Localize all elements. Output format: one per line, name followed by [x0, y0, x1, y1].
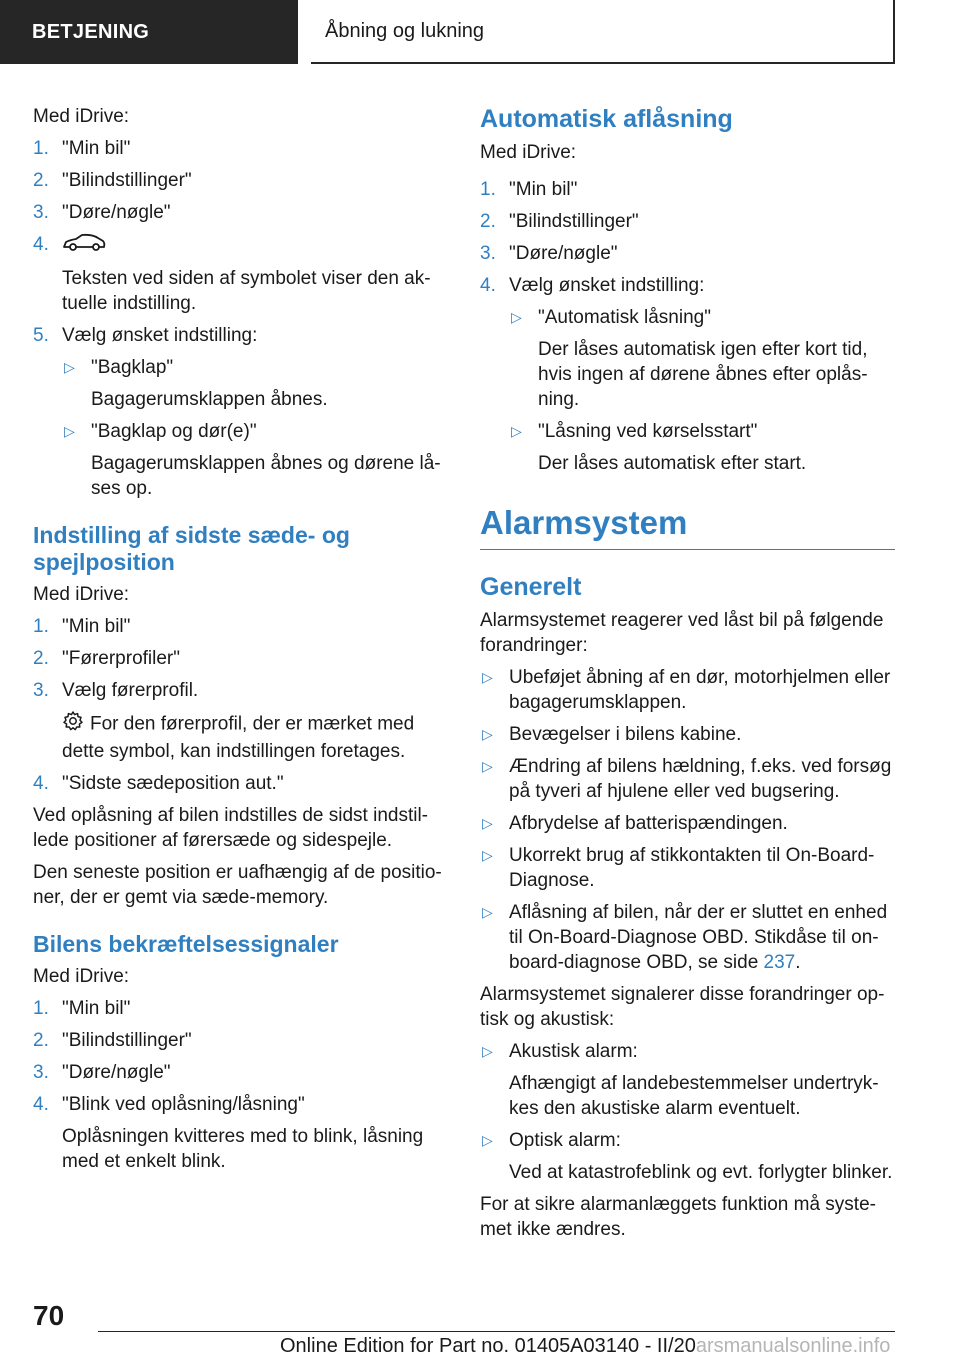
list-item	[33, 678, 447, 764]
list-item	[62, 419, 447, 501]
list-item	[480, 754, 895, 804]
step-number: 3.	[33, 202, 49, 223]
step-number: 3.	[480, 243, 496, 264]
idrive-steps-list	[33, 136, 447, 501]
alarm-label: Akustisk alarm:	[509, 1041, 638, 1062]
step-text: "Døre/nøgle"	[509, 243, 618, 264]
list-item	[33, 1060, 447, 1085]
list-item	[480, 241, 895, 266]
step-number: 1.	[480, 179, 496, 200]
chapter-title: Alarmsystem	[480, 503, 895, 550]
page-reference-link[interactable]: 237	[763, 952, 796, 973]
option-label: "Låsning ved kørselsstart"	[538, 421, 758, 442]
bullet-text: Ændring af bilens hældning, f.eks. ved forsøg på tyveri af hjulene eller ved bugsering.	[509, 756, 892, 802]
list-item	[33, 323, 447, 501]
list-item	[33, 200, 447, 225]
step-number: 2.	[33, 170, 49, 191]
step-number: 1.	[33, 998, 49, 1019]
option-label: "Automatisk låsning"	[538, 307, 711, 328]
step-number: 5.	[33, 325, 49, 346]
note-text: For den førerprofil, der er mærket med dette symbol, kan indstillingen foretages.	[62, 713, 415, 762]
triangle-bullet-icon: ▷	[482, 1043, 493, 1059]
options-list	[62, 355, 447, 501]
intro-text: Med iDrive:	[33, 584, 130, 605]
page-number: 70	[33, 1300, 65, 1331]
list-item	[480, 1128, 895, 1185]
bullet-text: Bevægelser i bilens kabine.	[509, 724, 742, 745]
option-label: "Bagklap og dør(e)"	[91, 421, 257, 442]
paragraph: Den seneste position er uafhængig af de positio-ner, der er gemt via sæde-memory.	[33, 862, 442, 908]
bullet-text-end: .	[795, 952, 801, 973]
alarm-triggers-list	[480, 665, 895, 975]
footer-edition	[280, 1331, 920, 1361]
right-column	[480, 104, 895, 1249]
list-item	[509, 419, 895, 476]
step-note	[62, 710, 447, 764]
step-description: Teksten ved siden af symbolet viser den ak-tuelle indstilling.	[62, 268, 431, 314]
idrive-steps-list	[33, 614, 447, 796]
paragraph: Alarmsystemet signalerer disse forandringer op-tisk og akustisk:	[480, 984, 885, 1030]
bullet-text: Ukorrekt brug af stikkontakten til On-Board-Diagnose.	[509, 845, 875, 891]
section-title: Indstilling af sidste sæde- og spejlposition	[33, 522, 350, 575]
triangle-bullet-icon: ▷	[482, 758, 493, 774]
step-description: Oplåsningen kvitteres med to blink, låsning med et enkelt blink.	[62, 1126, 424, 1172]
step-number: 3.	[33, 1062, 49, 1083]
step-number: 4.	[480, 275, 496, 296]
alarm-label: Optisk alarm:	[509, 1130, 621, 1151]
step-text: "Bilindstillinger"	[62, 1030, 192, 1051]
list-item	[33, 771, 447, 796]
list-item	[33, 1092, 447, 1174]
step-text: "Min bil"	[62, 616, 131, 637]
list-item	[33, 232, 447, 316]
step-text: "Bilindstillinger"	[62, 170, 192, 191]
triangle-bullet-icon: ▷	[64, 423, 75, 439]
step-text: "Døre/nøgle"	[62, 1062, 171, 1083]
step-number: 1.	[33, 616, 49, 637]
intro-text: Med iDrive:	[33, 106, 130, 127]
alarm-description: Ved at katastrofeblink og evt. forlygter blinker.	[509, 1162, 893, 1183]
step-text: Vælg ønsket indstilling:	[62, 325, 258, 346]
watermark-text: arsmanualsonline.info	[695, 1335, 891, 1357]
section-title: Automatisk aflåsning	[480, 105, 733, 133]
list-item	[480, 177, 895, 202]
bullet-text: Aflåsning af bilen, når der er sluttet en enhed til On-Board-Diagnose OBD. Stikdåse til on-board-diagnose OBD, se side	[509, 902, 888, 973]
list-item	[33, 614, 447, 639]
step-text: "Min bil"	[62, 138, 131, 159]
triangle-bullet-icon: ▷	[482, 726, 493, 742]
triangle-bullet-icon: ▷	[511, 309, 522, 325]
step-number: 2.	[33, 648, 49, 669]
triangle-bullet-icon: ▷	[482, 815, 493, 831]
step-number: 2.	[480, 211, 496, 232]
list-item	[480, 1039, 895, 1121]
triangle-bullet-icon: ▷	[482, 669, 493, 685]
options-list	[509, 305, 895, 476]
car-icon	[62, 232, 106, 259]
triangle-bullet-icon: ▷	[511, 423, 522, 439]
list-item	[480, 811, 895, 836]
list-item	[480, 843, 895, 893]
list-item	[33, 1028, 447, 1053]
list-item	[33, 996, 447, 1021]
left-column	[33, 104, 447, 1181]
header-section: BETJENING	[0, 0, 298, 64]
triangle-bullet-icon: ▷	[482, 904, 493, 920]
option-description: Der låses automatisk igen efter kort tid, hvis ingen af dørene åbnes efter oplås-ning.	[538, 339, 868, 410]
list-item	[480, 273, 895, 476]
step-text: "Sidste sædeposition aut."	[62, 773, 284, 794]
step-text: Vælg ønsket indstilling:	[509, 275, 705, 296]
paragraph: For at sikre alarmanlæggets funktion må syste-met ikke ændres.	[480, 1194, 876, 1240]
step-number: 3.	[33, 680, 49, 701]
intro-text: Med iDrive:	[33, 966, 130, 987]
step-text: Vælg førerprofil.	[62, 680, 199, 701]
list-item	[480, 665, 895, 715]
bullet-text: Ubeføjet åbning af en dør, motorhjelmen eller bagagerumsklappen.	[509, 667, 891, 713]
list-item	[33, 136, 447, 161]
option-label: "Bagklap"	[91, 357, 174, 378]
step-text: "Døre/nøgle"	[62, 202, 171, 223]
intro-text: Med iDrive:	[480, 142, 577, 163]
idrive-steps-list	[480, 177, 895, 476]
paragraph: Alarmsystemet reagerer ved låst bil på følgende forandringer:	[480, 610, 884, 656]
triangle-bullet-icon: ▷	[482, 847, 493, 863]
edition-text: Online Edition for Part no. 01405A03140 - II/20	[280, 1335, 696, 1357]
list-item	[509, 305, 895, 412]
list-item	[33, 168, 447, 193]
section-title: Generelt	[480, 573, 582, 601]
step-text: "Blink ved oplåsning/låsning"	[62, 1094, 305, 1115]
option-description: Bagagerumsklappen åbnes og dørene lå-ses op.	[91, 453, 441, 499]
step-number: 4.	[33, 1094, 49, 1115]
step-number: 1.	[33, 138, 49, 159]
header-chapter: Åbning og lukning	[311, 0, 895, 64]
paragraph: Ved oplåsning af bilen indstilles de sidst indstil-lede positioner af førersæde og sidespejle.	[33, 805, 429, 851]
list-item	[480, 900, 895, 975]
step-number: 4.	[33, 234, 49, 255]
list-item	[62, 355, 447, 412]
option-description: Der låses automatisk efter start.	[538, 453, 807, 474]
bullet-text: Afbrydelse af batterispændingen.	[509, 813, 788, 834]
list-item	[480, 209, 895, 234]
section-title: Bilens bekræftelsessignaler	[33, 931, 339, 957]
list-item	[480, 722, 895, 747]
idrive-steps-list	[33, 996, 447, 1174]
step-text: "Min bil"	[509, 179, 578, 200]
step-number: 4.	[33, 773, 49, 794]
step-text: "Bilindstillinger"	[509, 211, 639, 232]
step-text: "Min bil"	[62, 998, 131, 1019]
step-text: "Førerprofiler"	[62, 648, 180, 669]
alarm-description: Afhængigt af landebestemmelser undertryk-kes den akustiske alarm eventuelt.	[509, 1073, 879, 1119]
step-number: 2.	[33, 1030, 49, 1051]
triangle-bullet-icon: ▷	[482, 1132, 493, 1148]
alarm-types-list	[480, 1039, 895, 1185]
list-item	[33, 646, 447, 671]
triangle-bullet-icon: ▷	[64, 359, 75, 375]
option-description: Bagagerumsklappen åbnes.	[91, 389, 328, 410]
gear-icon	[62, 710, 84, 739]
